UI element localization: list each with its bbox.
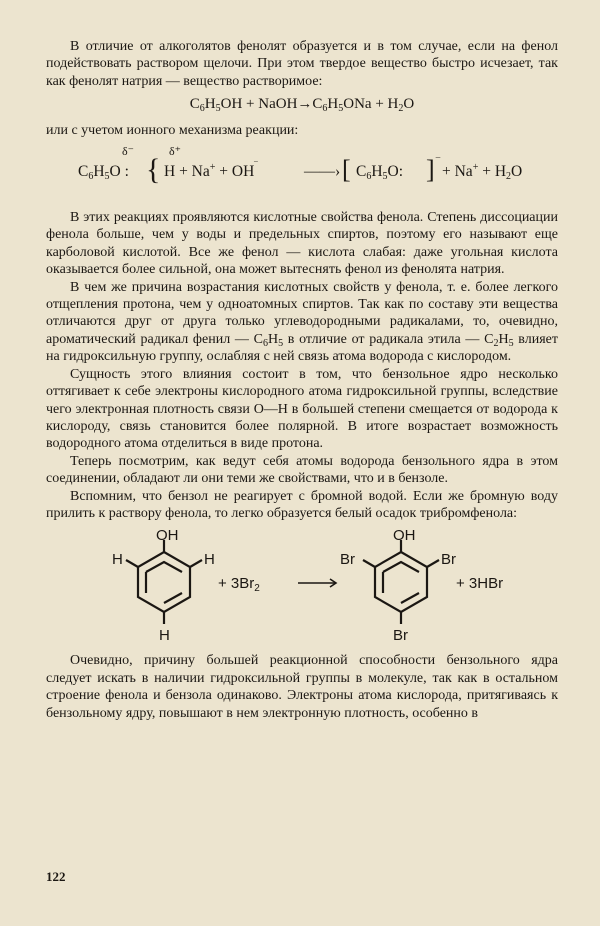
ion-terms: H + Na+ + OH‾	[164, 162, 258, 181]
bracket-open: [	[342, 155, 351, 185]
paragraph-8: Очевидно, причину большей реакционной способности бензольного ядра следует искать в наличии гидроксильной группы в молекуле, так как в остальном строение фенола и бензола одинаково. Электроны атома кислорода, притягиваясь к бензольному ядру, повышают в нем электронную плотность, особенно в	[46, 653, 558, 721]
paragraph-2: или с учетом ионного механизма реакции:	[46, 122, 299, 138]
reagent-label: + $3Br_2$	[218, 575, 260, 595]
product-left-bond	[363, 560, 375, 567]
delta-plus-label: δ⁺	[169, 144, 181, 159]
paragraph-7: Вспомним, что бензол не реагирует с бромной водой. Если же бромную воду прилить к раствору фенола, то легко образуется белый осадок трибромфенола:	[46, 488, 558, 521]
product-oh-label: OH	[393, 530, 416, 545]
reaction-arrow: ——›	[304, 163, 341, 181]
phenol-right-bond	[190, 560, 202, 567]
page-text	[46, 38, 558, 722]
phenol-h-right-label: H	[204, 551, 215, 569]
paragraph-1: В отличие от алкоголятов фенолят образуется и в том случае, если на фенол подействовать раствором щелочи. При этом твердое вещество быстро исчезает, так как фенолят натрия — вещество растворимое:	[46, 39, 558, 89]
phenol-inner-bond-2	[164, 593, 182, 603]
phenol-oh-label: OH	[156, 530, 179, 545]
bracket-close: ]	[426, 155, 435, 185]
product-br-left-label: Br	[340, 551, 355, 569]
page-number: 122	[46, 869, 66, 884]
phenol-inner-bond-1	[146, 562, 182, 572]
phenoxide-formula: $C_6H_5O$ :	[78, 163, 129, 183]
delta-minus-label: δ⁻	[122, 144, 134, 159]
phenol-h-bottom-label: H	[159, 627, 170, 643]
phenyl-formula: $C_6H_5$	[253, 331, 284, 349]
bromination-diagram	[46, 530, 558, 642]
product-inner-bond-2	[401, 593, 419, 603]
product-br-right-label: Br	[441, 551, 456, 569]
equation-ionic-mechanism	[46, 143, 558, 201]
ethyl-formula: $C_2H_5$	[484, 331, 514, 349]
phenol-left-bond	[126, 560, 138, 567]
brace-symbol: {	[146, 153, 161, 187]
anion-formula: $C_6H_5O$:	[356, 163, 404, 183]
anion-charge: ‾	[436, 156, 440, 171]
paragraph-5: Сущность этого влияния состоит в том, что бензольное ядро несколько оттягивает к себе электроны кислородного атома гидроксильной группы, вследствие чего электронная плотность связи O—H в большей степени смещается от водорода к кислороду, связь становится более полярной. В итоге возрастает возможность водородного атома отделиться в виде протона.	[46, 366, 558, 452]
paragraph-4: В чем же причина возрастания кислотных свойств у фенола, т. е. более легкого отщепления протона, чем у одноатомных спиртов. Так как по составу эти вещества отличаются друг от друга только углеводородными радикалами, то, очевидно, ароматический радикал фенил — $C_6H_5$ в отличие от радикала этила — $C_2H_5$ влияет на гидроксильную группу, ослабляя с ней связь атома водорода с кислородом.	[46, 279, 558, 365]
product-inner-bond-1	[383, 562, 419, 572]
products-tail: + $Na^+ + H_2O$	[442, 162, 523, 183]
paragraph-3: В этих реакциях проявляются кислотные свойства фенола. Степень диссоциации фенола больше, чем у воды и предельных спиртов, поэтому его называют еще карболовой кислотой. Все же фенол — кислота слабая: даже угольная кислота оказывается более сильной, она может вытеснять фенол из фенолята натрия.	[46, 210, 558, 278]
bromination-scheme	[46, 530, 558, 642]
paragraph-6: Теперь посмотрим, как ведут себя атомы водорода бензольного ядра в этом соединении, обладают ли они теми же свойствами, что и в бензоле.	[46, 453, 558, 487]
byproduct-label: + 3HBr	[456, 575, 504, 593]
product-right-bond	[427, 560, 439, 567]
phenol-h-left-label: H	[112, 551, 123, 569]
equation-phenol-naoh: $C_6H_5OH$ + $NaOH\to C_6H_5ONa + H_2O$	[189, 96, 415, 115]
product-br-bottom-label: Br	[393, 627, 408, 643]
